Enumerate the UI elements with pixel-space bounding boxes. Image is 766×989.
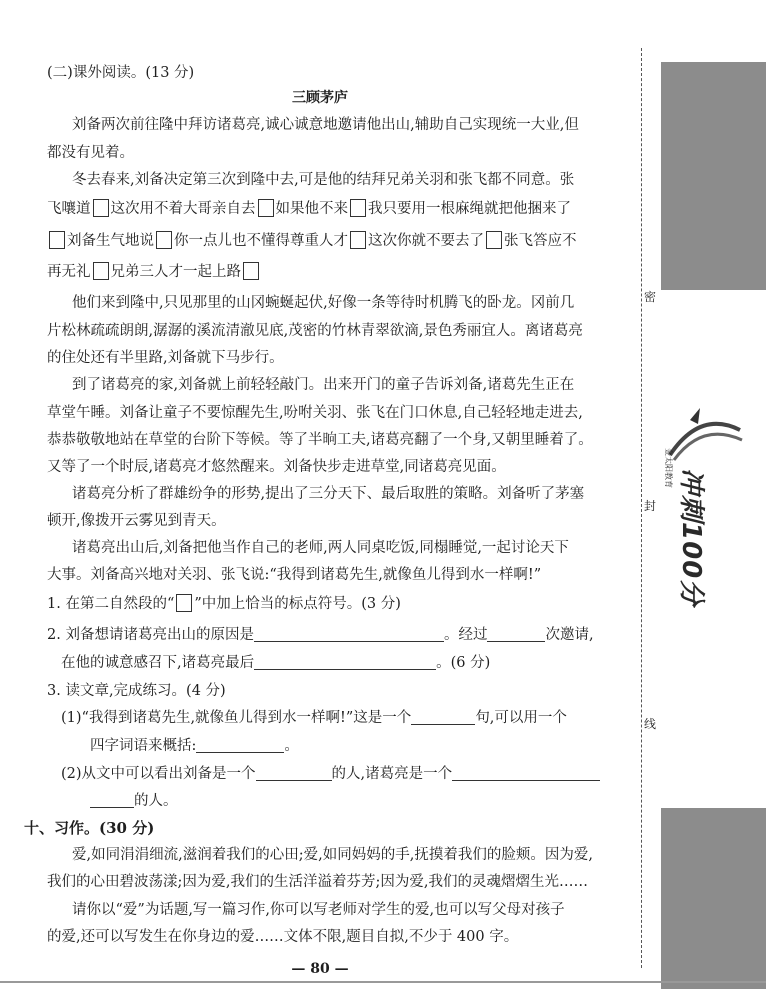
text-fragment: 兄弟三人才一起上路 bbox=[110, 264, 241, 280]
text-fragment: 。经过 bbox=[443, 627, 488, 643]
text-fragment: 刘备生气地说 bbox=[67, 233, 154, 249]
text-fragment: 次邀请, bbox=[545, 627, 594, 643]
text-fragment: (2)从文中可以看出刘备是一个 bbox=[61, 766, 256, 782]
logo-caption: 金太阳教育 bbox=[664, 448, 673, 488]
question-3-2 bbox=[90, 791, 178, 811]
essay-prompt-line: 请你以“爱”为话题,写一篇习作,你可以写老师对学生的爱,也可以写父母对孩子 bbox=[72, 902, 565, 918]
paragraph-4-line: 又等了一个时辰,诸葛亮才悠然醒来。刘备快步走进草堂,同诸葛亮见面。 bbox=[47, 459, 506, 475]
punctuation-box[interactable] bbox=[93, 199, 109, 217]
answer-blank[interactable] bbox=[487, 626, 545, 642]
answer-blank[interactable] bbox=[452, 765, 600, 781]
section-header: (二)课外阅读。(13 分) bbox=[47, 65, 195, 81]
brand-name: 冲刺100分 bbox=[676, 468, 706, 607]
text-fragment: 再无礼 bbox=[47, 264, 91, 280]
text-fragment: 四字词语来概括: bbox=[90, 738, 197, 754]
paragraph-2-line bbox=[47, 199, 571, 219]
bottom-rule bbox=[0, 981, 766, 983]
punctuation-box[interactable] bbox=[93, 262, 109, 280]
paragraph-4-line: 恭恭敬敬地站在草堂的台阶下等候。等了半晌工夫,诸葛亮翻了一个身,又朝里睡着了。 bbox=[47, 432, 593, 448]
paragraph-2-line bbox=[47, 262, 261, 282]
text-fragment: 在他的诚意感召下,诸葛亮最后 bbox=[61, 655, 255, 671]
paragraph-6-line: 大事。刘备高兴地对关羽、张飞说:“我得到诸葛先生,就像鱼儿得到水一样啊!” bbox=[47, 567, 542, 583]
seal-char-xian: 线 bbox=[643, 717, 656, 731]
section-10-heading: 十、习作。(30 分) bbox=[24, 819, 155, 837]
paragraph-2-line: 冬去春来,刘备决定第三次到隆中去,可是他的结拜兄弟关羽和张飞都不同意。张 bbox=[72, 172, 575, 188]
answer-blank[interactable] bbox=[254, 626, 444, 642]
question-3-2 bbox=[61, 764, 600, 784]
punctuation-box[interactable] bbox=[350, 199, 366, 217]
question-1 bbox=[47, 594, 401, 614]
text-fragment: 如果他不来 bbox=[275, 201, 348, 217]
text-fragment: 句,可以用一个 bbox=[475, 710, 567, 726]
essay-prompt-line: 爱,如同涓涓细流,滋润着我们的心田;爱,如同妈妈的手,抚摸着我们的脸颊。因为爱, bbox=[72, 847, 593, 863]
paragraph-3-line: 的住处还有半里路,刘备就下马步行。 bbox=[47, 350, 284, 366]
punctuation-box bbox=[176, 594, 192, 612]
text-fragment: 我只要用一根麻绳就把他捆来了 bbox=[368, 201, 571, 217]
page-number: — 80 — bbox=[291, 961, 349, 977]
paragraph-5-line: 顿开,像拨开云雾见到青天。 bbox=[47, 513, 226, 529]
paragraph-4-line: 草堂午睡。刘备让童子不要惊醒先生,吩咐关羽、张飞在门口休息,自己轻轻地走进去, bbox=[47, 405, 583, 421]
paragraph-6-line: 诸葛亮出山后,刘备把他当作自己的老师,两人同桌吃饭,同榻睡觉,一起讨论天下 bbox=[72, 540, 569, 556]
text-fragment: (1)“我得到诸葛先生,就像鱼儿得到水一样啊!”这是一个 bbox=[61, 710, 412, 726]
text-fragment: ”中加上恰当的标点符号。(3 分) bbox=[194, 596, 401, 612]
text-fragment: 飞嚷道 bbox=[47, 201, 91, 217]
text-fragment: 你一点儿也不懂得尊重人才 bbox=[174, 233, 348, 249]
paragraph-5-line: 诸葛亮分析了群雄纷争的形势,提出了三分天下、最后取胜的策略。刘备听了茅塞 bbox=[72, 486, 585, 502]
essay-prompt-line: 我们的心田碧波荡漾;因为爱,我们的生活洋溢着芬芳;因为爱,我们的灵魂熠熠生光…… bbox=[47, 874, 588, 890]
text-fragment: 的人。 bbox=[134, 793, 178, 809]
answer-blank[interactable] bbox=[254, 654, 436, 670]
text-fragment: 这次你就不要去了 bbox=[368, 233, 484, 249]
punctuation-box[interactable] bbox=[156, 231, 172, 249]
answer-blank[interactable] bbox=[411, 709, 475, 725]
essay-prompt-line: 的爱,还可以写发生在你身边的爱……文体不限,题目自拟,不少于 400 字。 bbox=[47, 929, 519, 945]
text-fragment: 2. 刘备想请诸葛亮出山的原因是 bbox=[47, 627, 254, 643]
text-fragment: 的人,诸葛亮是一个 bbox=[331, 766, 453, 782]
seal-dotted-line bbox=[641, 48, 642, 968]
answer-blank[interactable] bbox=[256, 765, 332, 781]
paragraph-2-line bbox=[47, 231, 577, 251]
answer-blank[interactable] bbox=[90, 792, 134, 808]
punctuation-box[interactable] bbox=[350, 231, 366, 249]
text-fragment: 。(6 分) bbox=[436, 655, 491, 671]
seal-char-feng: 封 bbox=[643, 499, 656, 513]
question-2 bbox=[47, 625, 594, 645]
question-3-1 bbox=[61, 708, 567, 728]
question-3: 3. 读文章,完成练习。(4 分) bbox=[47, 683, 226, 699]
punctuation-box[interactable] bbox=[258, 199, 274, 217]
paragraph-1-line: 刘备两次前往隆中拜访诸葛亮,诚心诚意地邀请他出山,辅助自己实现统一大业,但 bbox=[72, 117, 579, 133]
seal-char-mi: 密 bbox=[643, 290, 656, 304]
text-fragment: 这次用不着大哥亲自去 bbox=[110, 201, 256, 217]
paragraph-4-line: 到了诸葛亮的家,刘备就上前轻轻敲门。出来开门的童子告诉刘备,诸葛先生正在 bbox=[72, 377, 575, 393]
punctuation-box[interactable] bbox=[243, 262, 259, 280]
text-fragment: 。 bbox=[284, 738, 299, 754]
text-fragment: 1. 在第二自然段的“ bbox=[47, 596, 175, 612]
paragraph-1-line: 都没有见着。 bbox=[47, 145, 134, 161]
question-2 bbox=[61, 653, 490, 673]
answer-blank[interactable] bbox=[196, 737, 284, 753]
paragraph-3-line: 他们来到隆中,只见那里的山冈蜿蜒起伏,好像一条等待时机腾飞的卧龙。冈前几 bbox=[72, 295, 575, 311]
punctuation-box[interactable] bbox=[49, 231, 65, 249]
sidebar-gray-block bbox=[661, 62, 766, 290]
text-fragment: 张飞答应不 bbox=[504, 233, 577, 249]
sidebar-gray-block bbox=[661, 808, 766, 989]
punctuation-box[interactable] bbox=[486, 231, 502, 249]
paragraph-3-line: 片松林疏疏朗朗,潺潺的溪流清澈见底,茂密的竹林青翠欲滴,景色秀丽宜人。离诸葛亮 bbox=[47, 323, 583, 339]
story-title: 三顾茅庐 bbox=[292, 90, 348, 106]
question-3-1 bbox=[90, 736, 299, 756]
